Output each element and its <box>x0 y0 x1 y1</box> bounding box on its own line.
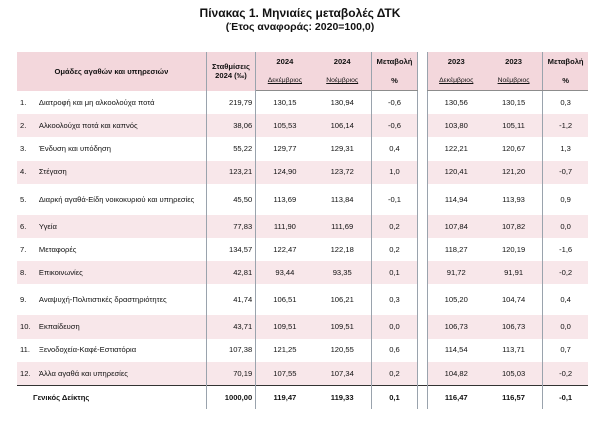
dec-2024-cell: 111,90 <box>256 215 314 238</box>
table-row <box>17 339 588 362</box>
change-2023-cell: 0,9 <box>543 184 588 215</box>
dec-2023-cell: 103,80 <box>427 114 485 137</box>
row-index: 11. <box>17 339 36 362</box>
dec-2024-cell: 105,53 <box>256 114 314 137</box>
row-index: 5. <box>17 184 36 215</box>
dec-2024-cell: 130,15 <box>256 91 314 115</box>
total-row <box>17 385 588 409</box>
row-index: 7. <box>17 238 36 261</box>
table-row <box>17 91 588 115</box>
row-index: 10. <box>17 315 36 338</box>
dec-2024-cell: 121,25 <box>256 339 314 362</box>
group-name: Διαρκή αγαθά-Είδη νοικοκυριού και υπηρεσίες <box>36 184 206 215</box>
dec-2023-cell: 114,54 <box>427 339 485 362</box>
change-2024-cell: -0,1 <box>371 184 417 215</box>
dec-2023-cell: 105,20 <box>427 284 485 315</box>
nov-2024-cell: 113,84 <box>314 184 372 215</box>
table-title: Πίνακας 1. Μηνιαίες μεταβολές ΔΤΚ <box>199 6 401 20</box>
dec-2023-cell: 120,41 <box>427 161 485 184</box>
dec-2023-cell: 91,72 <box>427 261 485 284</box>
change-2023-cell: 0,3 <box>543 91 588 115</box>
weight-cell: 41,74 <box>206 284 255 315</box>
groups-header: Ομάδες αγαθών και υπηρεσιών <box>17 52 206 91</box>
change-2023-cell: -0,2 <box>543 362 588 386</box>
nov-2024-subheader: Νοέμβριος <box>314 71 372 91</box>
group-name: Υγεία <box>36 215 206 238</box>
change-2024-cell: 0,3 <box>371 284 417 315</box>
table-row <box>17 114 588 137</box>
nov-2023-cell: 121,20 <box>485 161 543 184</box>
table-row <box>17 284 588 315</box>
group-name: Διατροφή και μη αλκοολούχα ποτά <box>36 91 206 115</box>
dec-2023-subheader: Δεκέμβριος <box>427 71 485 91</box>
row-index: 8. <box>17 261 36 284</box>
nov-2023-cell: 105,03 <box>485 362 543 386</box>
total-change-2023: -0,1 <box>543 385 588 409</box>
row-index: 4. <box>17 161 36 184</box>
group-name: Εκπαίδευση <box>36 315 206 338</box>
nov-2024-cell: 93,35 <box>314 261 372 284</box>
table-row <box>17 137 588 160</box>
dec-2023-cell: 114,94 <box>427 184 485 215</box>
nov-2023-cell: 105,11 <box>485 114 543 137</box>
change-2023-cell: -0,7 <box>543 161 588 184</box>
weight-cell: 43,71 <box>206 315 255 338</box>
row-index: 9. <box>17 284 36 315</box>
dec-2024-cell: 107,55 <box>256 362 314 386</box>
weight-cell: 219,79 <box>206 91 255 115</box>
group-name: Επικοινωνίες <box>36 261 206 284</box>
table-row <box>17 362 588 386</box>
change-2023-unit: % <box>543 71 588 91</box>
change-2024-cell: 0,1 <box>371 261 417 284</box>
weight-cell: 70,19 <box>206 362 255 386</box>
total-dec-2024: 119,47 <box>256 385 314 409</box>
group-name: Στέγαση <box>36 161 206 184</box>
dec-2023-cell: 107,84 <box>427 215 485 238</box>
table-row <box>17 161 588 184</box>
weight-cell: 55,22 <box>206 137 255 160</box>
dec-2023-cell: 106,73 <box>427 315 485 338</box>
weight-cell: 123,21 <box>206 161 255 184</box>
weight-cell: 42,81 <box>206 261 255 284</box>
dec-2024-cell: 106,51 <box>256 284 314 315</box>
nov-2024-cell: 130,94 <box>314 91 372 115</box>
change-2024-unit: % <box>371 71 417 91</box>
nov-2023-cell: 120,19 <box>485 238 543 261</box>
dec-2024-cell: 124,90 <box>256 161 314 184</box>
nov-2024-cell: 111,69 <box>314 215 372 238</box>
change-2024-cell: -0,6 <box>371 91 417 115</box>
change-2024-cell: 1,0 <box>371 161 417 184</box>
dec-2023-cell: 118,27 <box>427 238 485 261</box>
change-2023-cell: 0,0 <box>543 215 588 238</box>
table-row <box>17 261 588 284</box>
nov-2023-cell: 113,93 <box>485 184 543 215</box>
year-2024-dec-header: 2024 <box>256 52 314 71</box>
change-2024-cell: 0,0 <box>371 315 417 338</box>
change-2024-header: Μεταβολή <box>371 52 417 71</box>
nov-2023-subheader: Νοέμβριος <box>485 71 543 91</box>
change-2023-cell: -1,2 <box>543 114 588 137</box>
nov-2023-cell: 91,91 <box>485 261 543 284</box>
nov-2023-cell: 130,15 <box>485 91 543 115</box>
nov-2024-cell: 120,55 <box>314 339 372 362</box>
change-2023-header: Μεταβολή <box>543 52 588 71</box>
dec-2023-cell: 122,21 <box>427 137 485 160</box>
row-index: 3. <box>17 137 36 160</box>
total-label: Γενικός Δείκτης <box>17 385 206 409</box>
table-subtitle: (Έτος αναφοράς: 2020=100,0) <box>225 21 375 33</box>
row-index: 1. <box>17 91 36 115</box>
table-row <box>17 184 588 215</box>
nov-2023-cell: 120,67 <box>485 137 543 160</box>
change-2023-cell: 0,7 <box>543 339 588 362</box>
nov-2024-cell: 106,14 <box>314 114 372 137</box>
change-2024-cell: -0,6 <box>371 114 417 137</box>
dec-2024-cell: 113,69 <box>256 184 314 215</box>
dec-2024-subheader: Δεκέμβριος <box>256 71 314 91</box>
nov-2023-cell: 106,73 <box>485 315 543 338</box>
weight-cell: 134,57 <box>206 238 255 261</box>
weights-header: Σταθμίσεις 2024 (‰) <box>206 52 255 91</box>
nov-2024-cell: 123,72 <box>314 161 372 184</box>
year-2023-nov-header: 2023 <box>485 52 543 71</box>
row-index: 6. <box>17 215 36 238</box>
row-index: 2. <box>17 114 36 137</box>
total-weight: 1000,00 <box>206 385 255 409</box>
weight-cell: 77,83 <box>206 215 255 238</box>
table-row <box>17 315 588 338</box>
change-2024-cell: 0,2 <box>371 215 417 238</box>
group-name: Αλκοολούχα ποτά και καπνός <box>36 114 206 137</box>
total-change-2024: 0,1 <box>371 385 417 409</box>
group-name: Μεταφορές <box>36 238 206 261</box>
weight-cell: 38,06 <box>206 114 255 137</box>
dec-2023-cell: 130,56 <box>427 91 485 115</box>
nov-2023-cell: 107,82 <box>485 215 543 238</box>
change-2023-cell: 0,4 <box>543 284 588 315</box>
dec-2024-cell: 122,47 <box>256 238 314 261</box>
group-name: Ξενοδοχεία-Καφέ-Εστιατόρια <box>36 339 206 362</box>
dec-2024-cell: 129,77 <box>256 137 314 160</box>
dec-2024-cell: 109,51 <box>256 315 314 338</box>
table-row <box>17 238 588 261</box>
group-name: Αναψυχή-Πολιτιστικές δραστηριότητες <box>36 284 206 315</box>
nov-2024-cell: 109,51 <box>314 315 372 338</box>
row-index: 12. <box>17 362 36 386</box>
change-2024-cell: 0,4 <box>371 137 417 160</box>
change-2024-cell: 0,2 <box>371 238 417 261</box>
change-2024-cell: 0,6 <box>371 339 417 362</box>
weight-cell: 45,50 <box>206 184 255 215</box>
nov-2024-cell: 129,31 <box>314 137 372 160</box>
change-2023-cell: 1,3 <box>543 137 588 160</box>
dec-2024-cell: 93,44 <box>256 261 314 284</box>
nov-2024-cell: 122,18 <box>314 238 372 261</box>
nov-2024-cell: 106,21 <box>314 284 372 315</box>
group-name: Ένδυση και υπόδηση <box>36 137 206 160</box>
nov-2024-cell: 107,34 <box>314 362 372 386</box>
nov-2023-cell: 113,71 <box>485 339 543 362</box>
change-2024-cell: 0,2 <box>371 362 417 386</box>
cpi-table <box>17 52 588 409</box>
change-2023-cell: -1,6 <box>543 238 588 261</box>
total-nov-2024: 119,33 <box>314 385 372 409</box>
table-row <box>17 215 588 238</box>
change-2023-cell: -0,2 <box>543 261 588 284</box>
total-nov-2023: 116,57 <box>485 385 543 409</box>
year-2024-nov-header: 2024 <box>314 52 372 71</box>
group-name: Άλλα αγαθά και υπηρεσίες <box>36 362 206 386</box>
weight-cell: 107,38 <box>206 339 255 362</box>
change-2023-cell: 0,0 <box>543 315 588 338</box>
nov-2023-cell: 104,74 <box>485 284 543 315</box>
dec-2023-cell: 104,82 <box>427 362 485 386</box>
total-dec-2023: 116,47 <box>427 385 485 409</box>
year-2023-dec-header: 2023 <box>427 52 485 71</box>
